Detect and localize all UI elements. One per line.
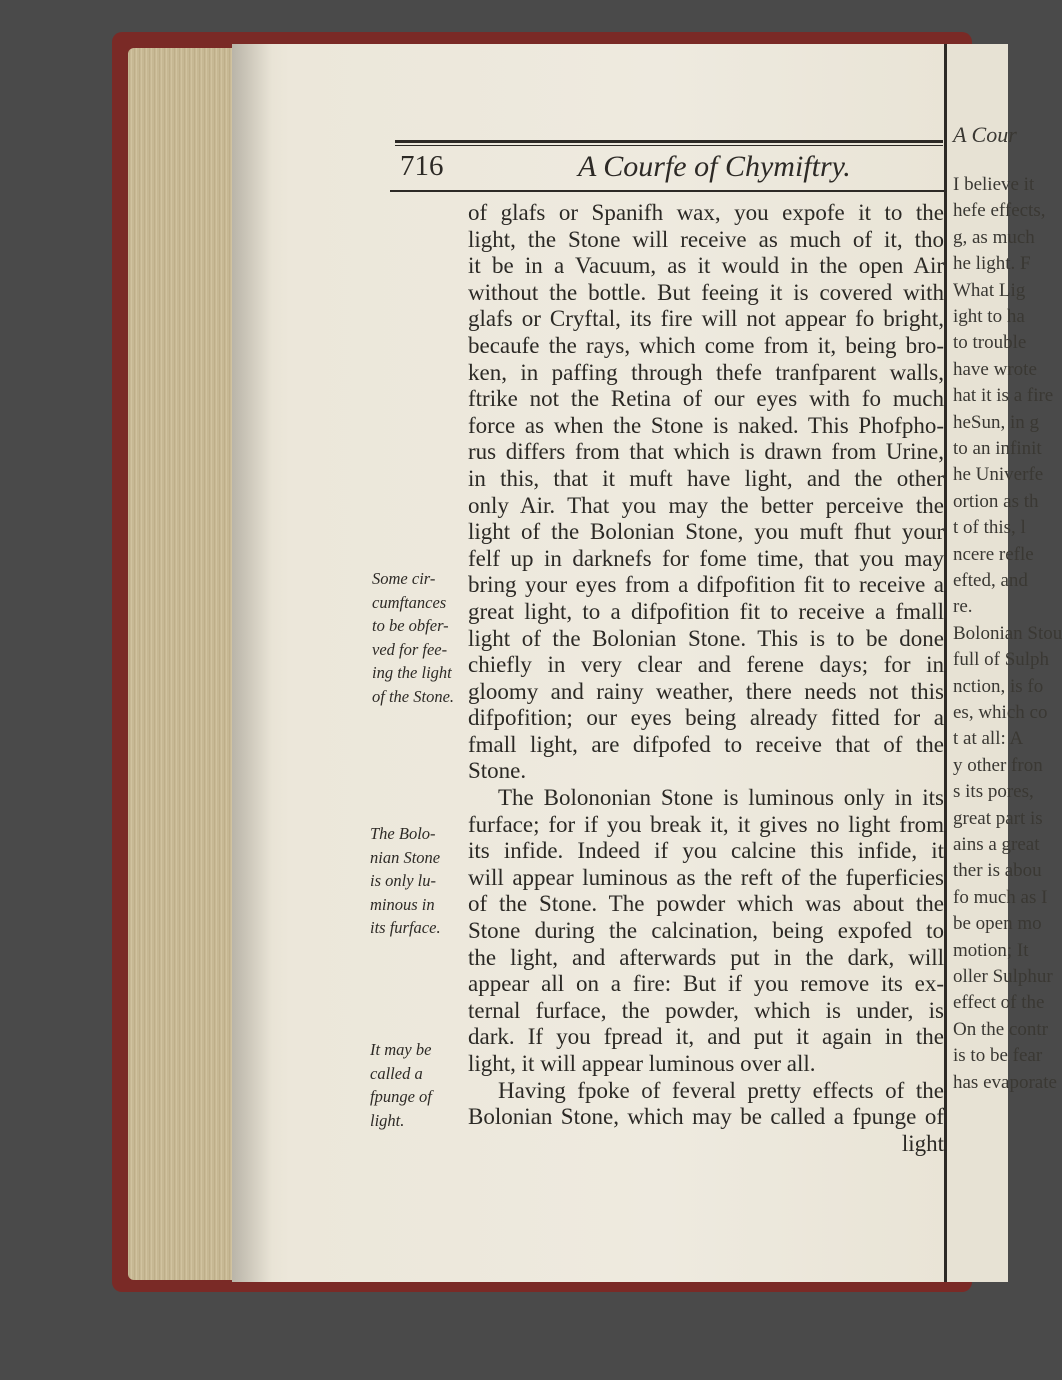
body-line: glafs or Cryftal, its fire will not appear fo bright, (468, 306, 944, 332)
facing-page-line: s its pores, (953, 781, 1034, 803)
margin-note-circumstances (372, 567, 454, 708)
margin-note-line: is only lu- (370, 871, 436, 890)
margin-note-line: minous in (370, 894, 435, 914)
page-edges (128, 48, 238, 1280)
facing-page-line: efted, and (953, 570, 1028, 591)
page-number: 716 (400, 150, 444, 182)
facing-page-line: nction, is fo (953, 675, 1044, 697)
body-line: Stone. (468, 758, 527, 784)
facing-page-line: motion; It (953, 939, 1029, 961)
facing-page-line: full of Sulph (953, 649, 1050, 671)
body-line: light (901, 1130, 944, 1156)
margin-note-bolonian-surface (370, 822, 441, 940)
margin-note-line: cumftances (372, 592, 447, 612)
facing-page-line: On the contr (953, 1018, 1048, 1040)
body-line: of the Stone. The powder which was about the (468, 891, 944, 917)
facing-page-line: he light. F (953, 253, 1031, 275)
margin-note-line: ing the light (372, 663, 452, 682)
body-line: bring your eyes from a difpofition fit to receive a (468, 572, 944, 598)
body-line: Bolonian Stone, which may be called a fpunge of (468, 1104, 944, 1130)
body-line: ken, in paffing through thefe tranfparent walls, (468, 359, 944, 385)
body-line: great light, to a difpofition fit to receive a fmall (468, 598, 944, 624)
margin-note-spunge (370, 1038, 432, 1132)
margin-note-line: of the Stone. (372, 686, 455, 706)
body-line: Stone during the calcination, being expofed to (468, 918, 944, 944)
facing-page-line: effect of the (953, 992, 1045, 1014)
body-line: in this, that it muft have light, and the other (468, 465, 944, 491)
facing-page-line: has evaporate (953, 1071, 1057, 1093)
page-header (400, 150, 940, 190)
body-line: light, the Stone will receive as much of it, tho (468, 226, 944, 252)
facing-page-line: heSun, in g (953, 411, 1040, 433)
body-line: force as when the Stone is naked. This Phofpho- (468, 412, 944, 438)
facing-page-line: to trouble (953, 332, 1027, 354)
body-line: fmall light, are difpofed to receive that of the (468, 731, 944, 757)
body-line: gloomy and rainy weather, there needs not this (468, 678, 944, 704)
facing-page-line: What Lig (953, 279, 1026, 301)
facing-page-line: hefe effects, (953, 200, 1046, 222)
body-line: ternal furface, the powder, which is under, is (468, 997, 944, 1023)
facing-page-line: ight to ha (953, 306, 1025, 327)
facing-page-line: es, which co (953, 702, 1048, 723)
facing-page-line: g, as much (953, 226, 1035, 248)
body-line: light of the Bolonian Stone, you muft fhut your (468, 519, 944, 545)
header-rule-bottom (390, 190, 944, 192)
body-line: felf up in darknefs for fome time, that you may (468, 545, 944, 571)
body-line: furface; for if you break it, it gives no light from (468, 811, 944, 837)
body-line: rus differs from that which is drawn from Urine, (468, 439, 944, 465)
margin-note-line: its furface. (370, 918, 441, 937)
body-line: chiefly in very clear and ferene days; for in (468, 652, 944, 678)
body-line: appear all on a fire: But if you remove its ex- (468, 971, 944, 997)
facing-page-line: great part is (953, 807, 1043, 829)
margin-note-line: It may be (370, 1040, 432, 1059)
facing-page-line: fo much as I (953, 886, 1048, 908)
facing-page-line: ains a great (953, 834, 1040, 855)
body-text (468, 200, 944, 1157)
body-line: it be in a Vacuum, as it would in the open Air (468, 253, 944, 279)
margin-note-line: light. (370, 1110, 405, 1130)
facing-page-line: ortion as th (953, 490, 1039, 512)
body-line: without the bottle. But feeing it is covered with (468, 279, 944, 305)
facing-page-line: t of this, l (953, 517, 1026, 539)
facing-page-line: be open mo (953, 913, 1042, 935)
body-line: light, it will appear luminous over all. (468, 1051, 816, 1076)
facing-page-line: he Univerfe (953, 464, 1044, 486)
body-line: of glafs or Spanifh wax, you expofe it to the (468, 200, 944, 225)
facing-page-header: A Cour (953, 122, 1017, 147)
body-line: the light, and afterwards put in the dark, will (468, 944, 944, 970)
gutter-shadow (232, 44, 272, 1282)
body-line: dark. If you fpread it, and put it again in the (468, 1024, 944, 1050)
margin-note-line: The Bolo- (370, 824, 436, 843)
body-line: becaufe the rays, which come from it, being bro- (468, 332, 944, 358)
facing-page-line: to an infinit (953, 438, 1042, 459)
margin-note-line: ved for fee- (372, 639, 448, 659)
margin-note-line: nian Stone (370, 847, 441, 867)
body-line: ftrike not the Retina of our eyes with fo much (468, 386, 944, 412)
running-title: A Courfe of Chymiftry. (578, 150, 851, 183)
facing-page-line: oller Sulphur (953, 966, 1053, 987)
facing-page-line: y other fron (953, 754, 1043, 776)
body-line: only Air. That you may the better perceive the (468, 492, 944, 518)
header-rule-top-thin (395, 145, 943, 146)
margin-note-line: fpunge of (370, 1087, 432, 1106)
body-line: Having fpoke of feveral pretty effects of the (498, 1077, 944, 1103)
margin-note-line: called a (370, 1063, 423, 1083)
facing-page-line: hat it is a fire (953, 385, 1054, 407)
facing-page-line: have wrote (953, 358, 1037, 380)
facing-page-line: Bolonian Stou (953, 622, 1062, 644)
header-rule-top (395, 140, 943, 143)
facing-page-line: ncere refle (953, 543, 1034, 565)
body-line: light of the Bolonian Stone. This is to be done (468, 625, 944, 651)
facing-page-line: re. (953, 596, 973, 618)
body-line: its infide. Indeed if you calcine this infide, it (468, 838, 944, 864)
margin-note-line: Some cir- (372, 569, 436, 588)
facing-page-line: t at all: A (953, 728, 1024, 750)
body-line: will appear luminous as the reft of the fuperficies (468, 864, 944, 890)
facing-page-line: ther is abou (953, 860, 1042, 882)
facing-page (944, 44, 1062, 1282)
facing-page-line: I believe it (953, 174, 1035, 195)
margin-note-line: to be obfer- (372, 616, 449, 635)
facing-page-line: is to be fear (953, 1045, 1043, 1067)
body-line: difpofition; our eyes being already fitted for a (468, 705, 944, 731)
body-line: The Bolononian Stone is luminous only in its (498, 785, 944, 811)
